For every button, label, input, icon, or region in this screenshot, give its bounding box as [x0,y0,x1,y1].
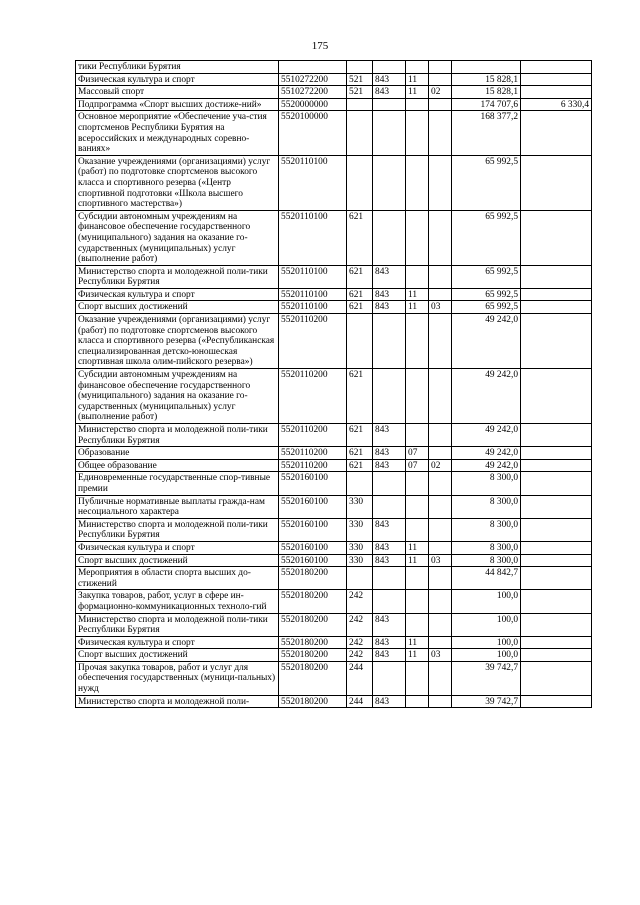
item-name-cell: Министерство спорта и молодежной поли- [76,695,279,708]
item-name-cell: Общее образование [76,459,279,472]
amount-extra-cell [521,567,592,590]
amount-cell: 65 992,5 [452,155,521,210]
item-name-cell: Подпрограмма «Спорт высших достиже-ний» [76,98,279,111]
subsection-cell: 02 [429,86,452,99]
amount-cell: 39 742,7 [452,695,521,708]
section-cell [406,98,429,111]
section-cell [406,590,429,613]
target-code-cell: 5520110200 [279,447,347,460]
item-name-cell: Прочая закупка товаров, работ и услуг для обеспечения государственных (муници-пальных) нужд [76,661,279,695]
amount-cell: 65 992,5 [452,265,521,288]
amount-extra-cell [521,265,592,288]
subsection-cell [429,518,452,541]
amount-extra-cell [521,369,592,424]
table-row [76,695,592,708]
item-name-cell: Образование [76,447,279,460]
table-row [76,98,592,111]
expense-type-cell: 330 [347,495,373,518]
ministry-code-cell: 843 [373,301,406,314]
target-code-cell: 5520100000 [279,111,347,155]
item-name-cell: Спорт высших достижений [76,301,279,314]
amount-extra-cell [521,661,592,695]
amount-cell: 8 300,0 [452,472,521,495]
expense-type-cell: 242 [347,590,373,613]
amount-cell: 15 828,1 [452,86,521,99]
amount-extra-cell [521,111,592,155]
subsection-cell: 03 [429,554,452,567]
ministry-code-cell [373,495,406,518]
table-body [76,61,592,708]
table-row [76,472,592,495]
amount-extra-cell [521,86,592,99]
section-cell [406,210,429,265]
section-cell [406,424,429,447]
section-cell: 11 [406,73,429,86]
table-row [76,495,592,518]
subsection-cell [429,98,452,111]
amount-extra-cell [521,518,592,541]
item-name-cell: тики Республики Бурятия [76,61,279,74]
target-code-cell: 5520180200 [279,567,347,590]
ministry-code-cell [373,369,406,424]
section-cell [406,111,429,155]
expense-type-cell: 330 [347,554,373,567]
amount-extra-cell [521,590,592,613]
section-cell: 11 [406,288,429,301]
table-row [76,86,592,99]
item-name-cell: Мероприятия в области спорта высших до-стижений [76,567,279,590]
amount-cell: 65 992,5 [452,210,521,265]
table-row [76,73,592,86]
expense-type-cell [347,155,373,210]
amount-extra-cell [521,541,592,554]
expense-type-cell [347,61,373,74]
amount-extra-cell [521,636,592,649]
target-code-cell: 5520110200 [279,424,347,447]
section-cell [406,472,429,495]
target-code-cell: 5510272200 [279,73,347,86]
table-row [76,554,592,567]
expense-type-cell: 242 [347,613,373,636]
table-row [76,447,592,460]
ministry-code-cell: 843 [373,288,406,301]
amount-cell: 49 242,0 [452,314,521,369]
item-name-cell: Единовременные государственные спор-тивные премии [76,472,279,495]
section-cell [406,314,429,369]
subsection-cell [429,661,452,695]
ministry-code-cell [373,472,406,495]
amount-cell: 49 242,0 [452,459,521,472]
ministry-code-cell [373,111,406,155]
ministry-code-cell [373,61,406,74]
subsection-cell: 03 [429,301,452,314]
item-name-cell: Субсидии автономным учреждениям на финансовое обеспечение государственного (муниципального) задания на оказание го-сударственных (муниципальных) услуг (выполнение работ) [76,369,279,424]
target-code-cell: 5520180200 [279,636,347,649]
item-name-cell: Спорт высших достижений [76,554,279,567]
section-cell [406,495,429,518]
amount-extra-cell [521,554,592,567]
ministry-code-cell: 843 [373,695,406,708]
subsection-cell [429,472,452,495]
item-name-cell: Спорт высших достижений [76,649,279,662]
item-name-cell: Физическая культура и спорт [76,541,279,554]
item-name-cell: Физическая культура и спорт [76,636,279,649]
item-name-cell: Закупка товаров, работ, услуг в сфере ин-формационно-коммуникационных техноло-гий [76,590,279,613]
subsection-cell [429,73,452,86]
amount-cell: 49 242,0 [452,424,521,447]
expense-type-cell: 621 [347,369,373,424]
item-name-cell: Физическая культура и спорт [76,288,279,301]
amount-cell: 8 300,0 [452,554,521,567]
table-row [76,613,592,636]
section-cell [406,695,429,708]
amount-extra-cell [521,155,592,210]
amount-extra-cell [521,288,592,301]
target-code-cell [279,61,347,74]
ministry-code-cell: 843 [373,518,406,541]
expense-type-cell: 621 [347,424,373,447]
subsection-cell: 03 [429,649,452,662]
ministry-code-cell: 843 [373,636,406,649]
expense-type-cell [347,472,373,495]
target-code-cell: 5520180200 [279,661,347,695]
amount-cell: 174 707,6 [452,98,521,111]
target-code-cell: 5520110200 [279,314,347,369]
expense-type-cell: 621 [347,265,373,288]
target-code-cell: 5520160100 [279,518,347,541]
amount-cell: 100,0 [452,613,521,636]
expense-type-cell [347,98,373,111]
amount-extra-cell [521,424,592,447]
subsection-cell [429,265,452,288]
table-row [76,649,592,662]
section-cell: 07 [406,459,429,472]
subsection-cell [429,210,452,265]
target-code-cell: 5520180200 [279,590,347,613]
subsection-cell [429,314,452,369]
expense-type-cell [347,314,373,369]
amount-cell: 65 992,5 [452,288,521,301]
amount-cell: 15 828,1 [452,73,521,86]
section-cell [406,265,429,288]
amount-extra-cell [521,459,592,472]
page-number: 175 [311,40,329,52]
amount-extra-cell [521,73,592,86]
section-cell: 11 [406,636,429,649]
target-code-cell: 5520180200 [279,649,347,662]
expense-type-cell: 621 [347,459,373,472]
expense-type-cell: 621 [347,288,373,301]
amount-cell: 49 242,0 [452,369,521,424]
item-name-cell: Министерство спорта и молодежной поли-тики Республики Бурятия [76,518,279,541]
item-name-cell: Министерство спорта и молодежной поли-тики Республики Бурятия [76,613,279,636]
expense-type-cell: 521 [347,73,373,86]
expense-type-cell: 244 [347,661,373,695]
subsection-cell [429,613,452,636]
amount-extra-cell [521,613,592,636]
target-code-cell: 5520160100 [279,554,347,567]
section-cell [406,567,429,590]
subsection-cell [429,567,452,590]
target-code-cell: 5520160100 [279,541,347,554]
subsection-cell [429,447,452,460]
amount-extra-cell [521,495,592,518]
amount-extra-cell [521,314,592,369]
amount-extra-cell [521,649,592,662]
ministry-code-cell: 843 [373,459,406,472]
ministry-code-cell [373,314,406,369]
expense-type-cell: 242 [347,649,373,662]
amount-cell: 49 242,0 [452,447,521,460]
ministry-code-cell: 843 [373,424,406,447]
expense-type-cell: 621 [347,301,373,314]
table-row [76,424,592,447]
amount-cell [452,61,521,74]
item-name-cell: Публичные нормативные выплаты гражда-нам несоциального характера [76,495,279,518]
item-name-cell: Основное мероприятие «Обеспечение уча-стия спортсменов Республики Бурятия на всероссийских и международных соревно-ваниях» [76,111,279,155]
ministry-code-cell [373,210,406,265]
ministry-code-cell [373,661,406,695]
ministry-code-cell: 843 [373,541,406,554]
subsection-cell [429,590,452,613]
budget-table [75,60,592,708]
table-row [76,155,592,210]
section-cell [406,661,429,695]
ministry-code-cell: 843 [373,73,406,86]
amount-cell: 44 842,7 [452,567,521,590]
table-row [76,61,592,74]
table-row [76,301,592,314]
amount-cell: 100,0 [452,590,521,613]
ministry-code-cell: 843 [373,649,406,662]
item-name-cell: Оказание учреждениями (организациями) услуг (работ) по подготовке спортсменов высокого класса и спортивного резерва («Центр спортивной подготовки «Школа высшего спортивного мастерства») [76,155,279,210]
section-cell [406,61,429,74]
expense-type-cell: 621 [347,447,373,460]
item-name-cell: Физическая культура и спорт [76,73,279,86]
item-name-cell: Министерство спорта и молодежной поли-тики Республики Бурятия [76,265,279,288]
amount-cell: 100,0 [452,636,521,649]
amount-cell: 100,0 [452,649,521,662]
ministry-code-cell [373,590,406,613]
amount-extra-cell [521,472,592,495]
amount-extra-cell [521,447,592,460]
target-code-cell: 5520160100 [279,472,347,495]
ministry-code-cell: 843 [373,613,406,636]
amount-extra-cell [521,210,592,265]
amount-cell: 168 377,2 [452,111,521,155]
item-name-cell: Массовый спорт [76,86,279,99]
target-code-cell: 5520110200 [279,459,347,472]
ministry-code-cell [373,567,406,590]
table-row [76,541,592,554]
target-code-cell: 5520110100 [279,301,347,314]
amount-cell: 8 300,0 [452,518,521,541]
target-code-cell: 5520110100 [279,155,347,210]
ministry-code-cell: 843 [373,554,406,567]
table-row [76,265,592,288]
subsection-cell [429,541,452,554]
target-code-cell: 5520110100 [279,288,347,301]
subsection-cell: 02 [429,459,452,472]
table-row [76,288,592,301]
subsection-cell [429,61,452,74]
section-cell [406,518,429,541]
subsection-cell [429,495,452,518]
ministry-code-cell: 843 [373,265,406,288]
ministry-code-cell [373,155,406,210]
expense-type-cell [347,111,373,155]
subsection-cell [429,424,452,447]
expense-type-cell: 330 [347,541,373,554]
target-code-cell: 5520110100 [279,210,347,265]
ministry-code-cell: 843 [373,447,406,460]
section-cell [406,155,429,210]
ministry-code-cell: 843 [373,86,406,99]
target-code-cell: 5520180200 [279,695,347,708]
expense-type-cell [347,567,373,590]
table-row [76,567,592,590]
table-row [76,590,592,613]
item-name-cell: Министерство спорта и молодежной поли-тики Республики Бурятия [76,424,279,447]
amount-extra-cell [521,301,592,314]
section-cell [406,369,429,424]
table-row [76,459,592,472]
target-code-cell: 5520110100 [279,265,347,288]
section-cell: 11 [406,554,429,567]
expense-type-cell: 242 [347,636,373,649]
ministry-code-cell [373,98,406,111]
subsection-cell [429,369,452,424]
target-code-cell: 5520180200 [279,613,347,636]
table-row [76,210,592,265]
table-row [76,314,592,369]
subsection-cell [429,288,452,301]
item-name-cell: Субсидии автономным учреждениям на финансовое обеспечение государственного (муниципального) задания на оказание го-сударственных (муниципальных) услуг (выполнение работ) [76,210,279,265]
section-cell: 11 [406,86,429,99]
target-code-cell: 5520160100 [279,495,347,518]
table-row [76,518,592,541]
table-row [76,661,592,695]
expense-type-cell: 521 [347,86,373,99]
section-cell: 07 [406,447,429,460]
amount-extra-cell: 6 330,4 [521,98,592,111]
amount-cell: 65 992,5 [452,301,521,314]
item-name-cell: Оказание учреждениями (организациями) услуг (работ) по подготовке спортсменов высокого класса и спортивного резерва («Республиканская специализированная детско-юношеская спортивная школа олим-пийского резерва») [76,314,279,369]
section-cell: 11 [406,301,429,314]
amount-extra-cell [521,61,592,74]
amount-extra-cell [521,695,592,708]
expense-type-cell: 330 [347,518,373,541]
amount-cell: 8 300,0 [452,541,521,554]
table-row [76,369,592,424]
subsection-cell [429,155,452,210]
section-cell [406,613,429,636]
subsection-cell [429,111,452,155]
amount-cell: 8 300,0 [452,495,521,518]
table-row [76,636,592,649]
target-code-cell: 5510272200 [279,86,347,99]
amount-cell: 39 742,7 [452,661,521,695]
section-cell: 11 [406,649,429,662]
expense-type-cell: 621 [347,210,373,265]
subsection-cell [429,636,452,649]
subsection-cell [429,695,452,708]
table-row [76,111,592,155]
target-code-cell: 5520110200 [279,369,347,424]
target-code-cell: 5520000000 [279,98,347,111]
section-cell: 11 [406,541,429,554]
expense-type-cell: 244 [347,695,373,708]
